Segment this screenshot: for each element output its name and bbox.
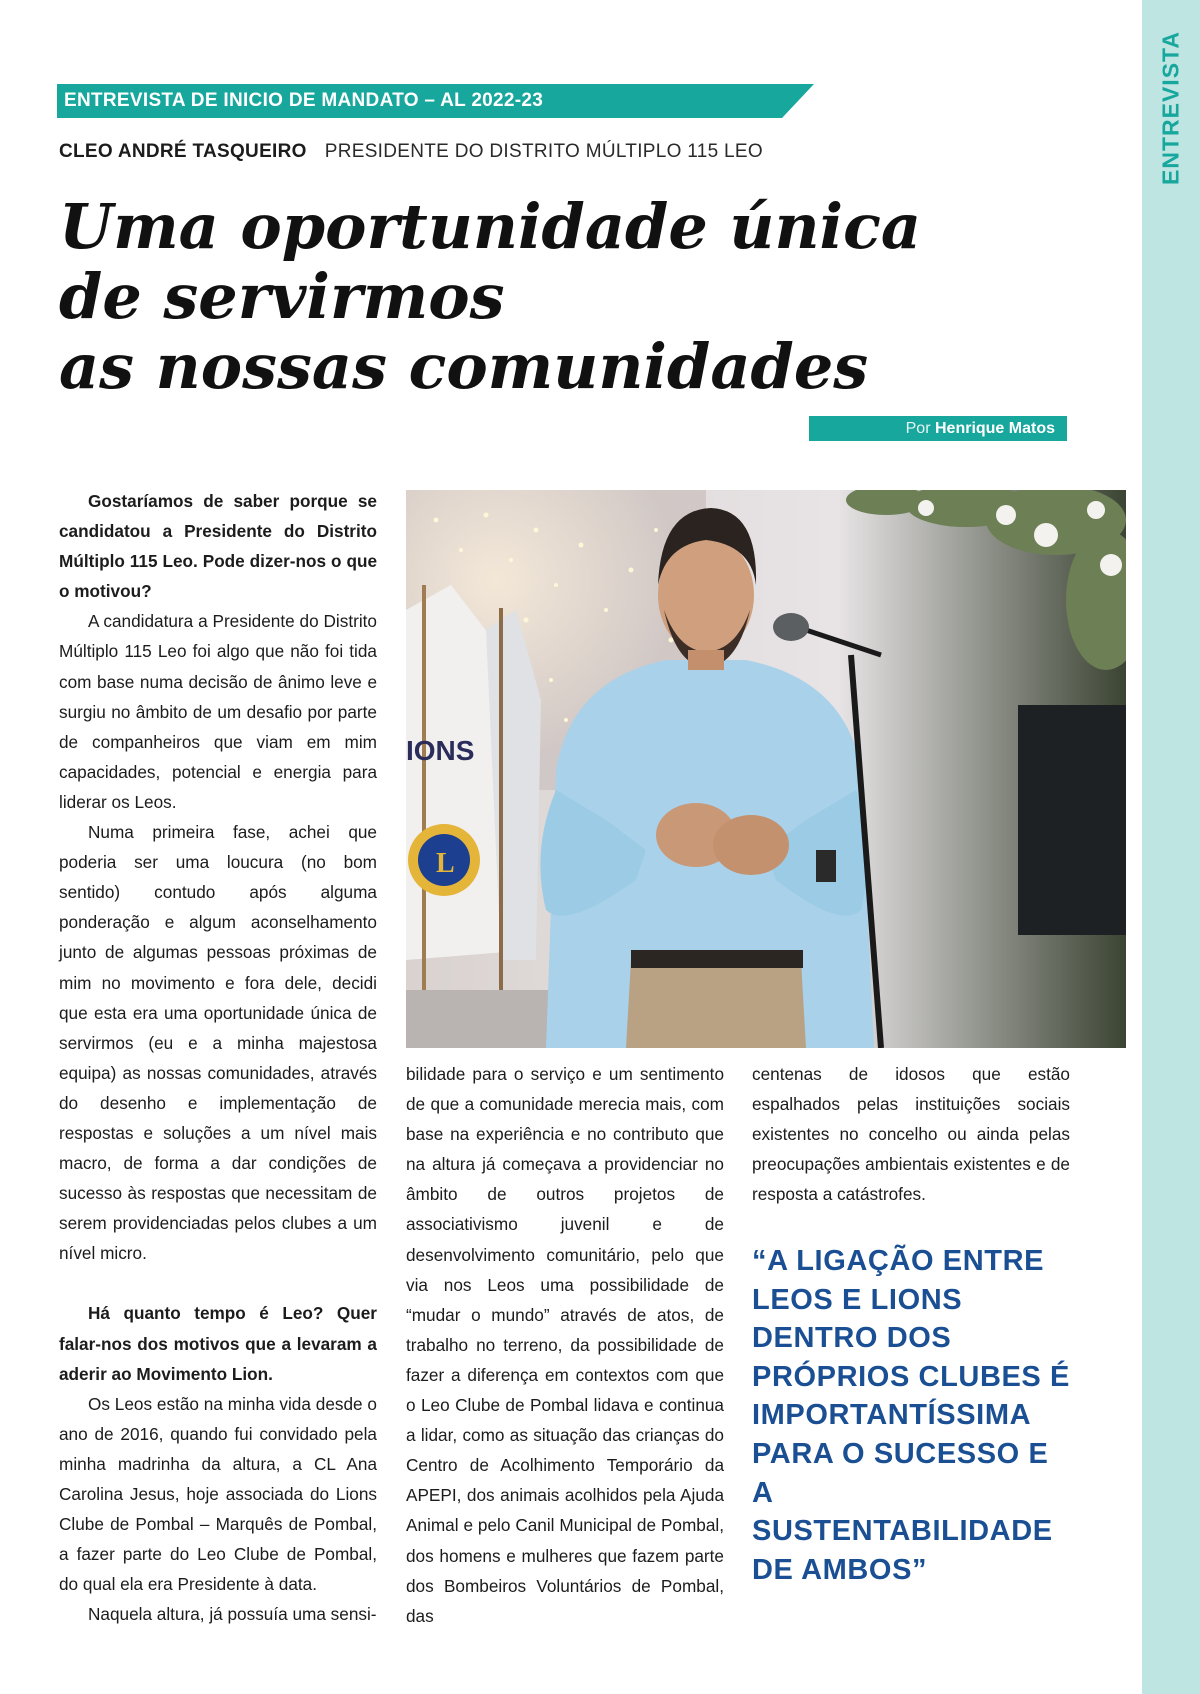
byline-author: Henrique Matos <box>934 420 1055 437</box>
article-column-3 <box>752 1059 1070 1209</box>
interview-question: Gostaríamos de saber porque se candidatou a Presidente do Distrito Múltiplo 115 Leo. Pode dizer-nos o que o motivou? <box>59 491 377 602</box>
article-column-1 <box>59 486 377 1629</box>
speaker-photo <box>406 490 1126 1048</box>
article-headline <box>59 192 959 402</box>
interview-answer-paragraph: Numa primeira fase, achei que poderia ser uma loucura (no bom sentido) contudo após alguma ponderação e algum aconselhamento junto de algumas pessoas próximas de mim no movimento e fora dele, decidi que esta era uma oportunidade única de servirmos (eu e a minha majestosa equipa) as nossas comunidades, através do desenho e implementação de respostas e soluções a um nível mais macro, de forma a dar condições de sucesso às respostas que necessitam de serem providenciadas pelos clubes a um nível micro. <box>59 822 377 1264</box>
interview-answer-paragraph: A candidatura a Presidente do Distrito Múltiplo 115 Leo foi algo que não foi tida com base numa decisão de ânimo leve e surgiu no âmbito de um desafio por parte de companheiros que viam em mim capacidades, potencial e energia para liderar os Leos. <box>59 611 377 812</box>
pull-quote: “A LIGAÇÃO ENTRE LEOS E LIONS DENTRO DOS PRÓPRIOS CLUBES É IMPORTANTÍSSIMA PARA O SUCESSO E A SUSTENTABILIDADE DE AMBOS” <box>752 1245 1070 1586</box>
speaker-photo-illustration <box>406 490 1126 1048</box>
interviewee-name: CLEO ANDRÉ TASQUEIRO <box>59 141 307 162</box>
byline-prefix: Por <box>905 420 931 437</box>
article-column-2 <box>406 1059 724 1631</box>
interview-question: Há quanto tempo é Leo? Quer falar-nos dos motivos que a levaram a aderir ao Movimento Lion. <box>59 1303 377 1384</box>
interviewee-role: PRESIDENTE DO DISTRITO MÚLTIPLO 115 LEO <box>324 141 763 162</box>
interview-answer-paragraph: Os Leos estão na minha vida desde o ano de 2016, quando fui convidado pela minha madrinha da altura, a CL Ana Carolina Jesus, hoje associada do Lions Clube de Pombal – Marquês de Pombal, a fazer parte do Leo Clube de Pombal, do qual ela era Presidente à data. <box>59 1393 377 1595</box>
interview-answer-paragraph: Naquela altura, já possuía uma sensi- <box>88 1604 377 1625</box>
headline-line: Uma oportunidade única <box>59 190 922 263</box>
headline-line: de servirmos <box>59 260 505 333</box>
flag-text: IONS <box>406 735 475 766</box>
headline-line: as nossas comunidades <box>59 330 869 403</box>
section-label: ENTREVISTA <box>1157 31 1184 185</box>
interview-answer-paragraph: centenas de idosos que estão espalhados pelas instituições sociais existentes no concelho ou ainda pelas preocupações ambientais existentes e de resposta a catástrofes. <box>752 1064 1070 1205</box>
interviewee-line <box>59 141 763 163</box>
interview-answer-paragraph: bilidade para o serviço e um sentimento de que a comunidade merecia mais, com base na experiência e no contributo que na altura já começava a providenciar no âmbito de outros projetos de associativismo juvenil e de desenvolvimento comunitário, pelo que via nos Leos uma possibilidade de “mudar o mundo” através de atos, de trabalho no terreno, da possibilidade de fazer a diferença em contextos com que o Leo Clube de Pombal lidava e continua a lidar, como as situação das crianças do Centro de Acolhimento Temporário da APEPI, dos animais acolhidos pela Ajuda Animal e pelo Canil Municipal de Pombal, dos homens e mulheres que fazem parte dos Bombeiros Voluntários de Pombal, das <box>406 1064 724 1626</box>
svg-text:L: L <box>436 848 455 879</box>
header-band-text: ENTREVISTA DE INICIO DE MANDATO – AL 2022-23 <box>64 90 544 111</box>
section-header-band <box>57 84 814 118</box>
author-byline <box>809 416 1067 441</box>
section-side-tab <box>1142 0 1200 1694</box>
